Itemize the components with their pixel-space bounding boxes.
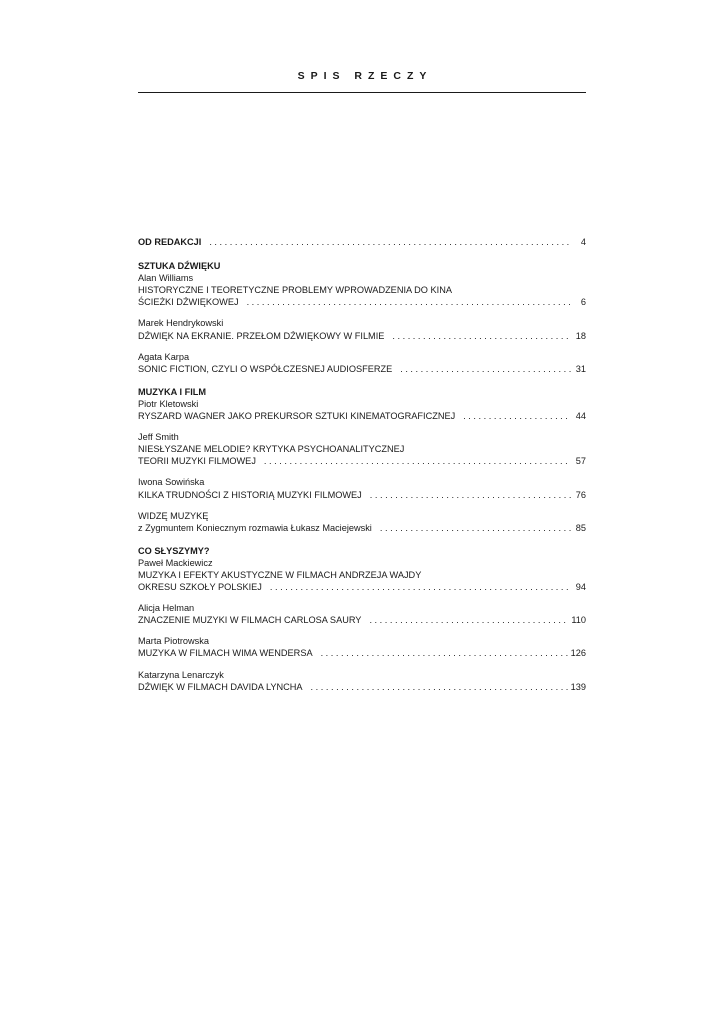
entry-page-number: 76 [575,489,586,500]
entry-title-row [138,410,586,422]
toc-section [138,260,586,375]
toc-entry[interactable] [138,510,586,534]
entry-title-row [138,489,586,501]
section-title: SZTUKA DŹWIĘKU [138,261,221,272]
entry-title-line: z Zygmuntem Koniecznym rozmawia Łukasz Maciejewski [138,522,372,533]
dot-leader [463,410,571,422]
entry-title-line: ZNACZENIE MUZYKI W FILMACH CARLOSA SAURY [138,615,362,626]
entry-page-number: 18 [575,330,586,341]
dot-leader [380,522,571,534]
entry-page-number: 31 [575,363,586,374]
entry-title-line: TEORII MUZYKI FILMOWEJ [138,456,256,467]
dot-leader [369,614,568,626]
section-title: CO SŁYSZYMY? [138,545,210,556]
entry-title-line: OKRESU SZKOŁY POLSKIEJ [138,582,262,593]
entry-author: Agata Karpa [138,351,190,362]
entry-author: WIDZĘ MUZYKĘ [138,510,209,521]
toc-entry[interactable] [138,476,586,500]
entry-page-number: 6 [580,297,586,308]
entry-title-row [138,647,586,659]
entry-title-row [138,330,586,342]
entry-title-row [138,581,586,593]
entry-page-number: 126 [570,648,586,659]
dot-leader [270,581,571,593]
entry-title-line: RYSZARD WAGNER JAKO PREKURSOR SZTUKI KINEMATOGRAFICZNEJ [138,411,456,422]
entry-author: Marta Piotrowska [138,636,209,647]
toc-section [138,386,586,534]
section-title: MUZYKA I FILM [138,386,207,397]
entry-title-line: ŚCIEŻKI DŹWIĘKOWEJ [138,297,239,308]
page-title: SPIS RZECZY [297,70,433,82]
toc-entry[interactable] [138,351,586,375]
toc-entry-intro[interactable] [138,236,586,248]
entry-title-line: HISTORYCZNE I TEORETYCZNE PROBLEMY WPROWADZENIA DO KINA [138,285,452,296]
entry-author: Iwona Sowińska [138,477,205,488]
dot-leader [392,330,571,342]
entry-title-line: DŹWIĘK NA EKRANIE. PRZEŁOM DŹWIĘKOWY W FILMIE [138,330,385,341]
entry-title-line: SONIC FICTION, CZYLI O WSPÓŁCZESNEJ AUDIOSFERZE [138,363,393,374]
entry-author: Alicja Helman [138,603,195,614]
entry-author: Piotr Kletowski [138,398,199,409]
entry-page-number: 85 [575,522,586,533]
header-rule [138,92,586,93]
entry-title-row [138,681,586,693]
dot-leader [264,455,571,467]
entry-title-row [138,522,586,534]
entry-page-number: 94 [575,582,586,593]
toc-entry[interactable] [138,272,586,308]
dot-leader [370,489,571,501]
dot-leader [247,296,571,308]
entry-page-number: 57 [575,456,586,467]
entry-title-line: DŹWIĘK W FILMACH DAVIDA LYNCHA [138,681,303,692]
entry-page-number: 44 [575,411,586,422]
entry-author: Katarzyna Lenarczyk [138,669,224,680]
toc-entry-title: OD REDAKCJI [138,237,202,247]
entry-title-line: KILKA TRUDNOŚCI Z HISTORIĄ MUZYKI FILMOWEJ [138,489,362,500]
toc-entry[interactable] [138,431,586,467]
entry-author: Marek Hendrykowski [138,318,224,329]
entry-title-line: MUZYKA I EFEKTY AKUSTYCZNE W FILMACH ANDRZEJA WAJDY [138,569,422,580]
toc-entry[interactable] [138,635,586,659]
page-header [138,70,586,93]
entry-title-row [138,296,586,308]
entry-title-row [138,363,586,375]
entry-title-line: NIESŁYSZANE MELODIE? KRYTYKA PSYCHOANALITYCZNEJ [138,444,405,455]
toc-entry-page: 4 [580,237,586,247]
entry-title-row [138,455,586,467]
entry-page-number: 139 [570,681,586,692]
entry-author: Alan Williams [138,273,194,284]
toc-entry[interactable] [138,669,586,693]
entry-author: Jeff Smith [138,432,179,443]
dot-leader [321,647,568,659]
toc-entry[interactable] [138,317,586,341]
dot-leader [209,236,571,248]
entry-author: Paweł Mackiewicz [138,557,213,568]
toc-entry[interactable] [138,557,586,593]
dot-leader [400,363,571,375]
table-of-contents [138,236,586,704]
toc-entry[interactable] [138,602,586,626]
entry-title-row [138,614,586,626]
entry-title-line: MUZYKA W FILMACH WIMA WENDERSA [138,648,313,659]
toc-entry[interactable] [138,398,586,422]
toc-sections [138,260,586,693]
entry-page-number: 110 [571,615,586,626]
dot-leader [311,681,568,693]
toc-section [138,545,586,693]
